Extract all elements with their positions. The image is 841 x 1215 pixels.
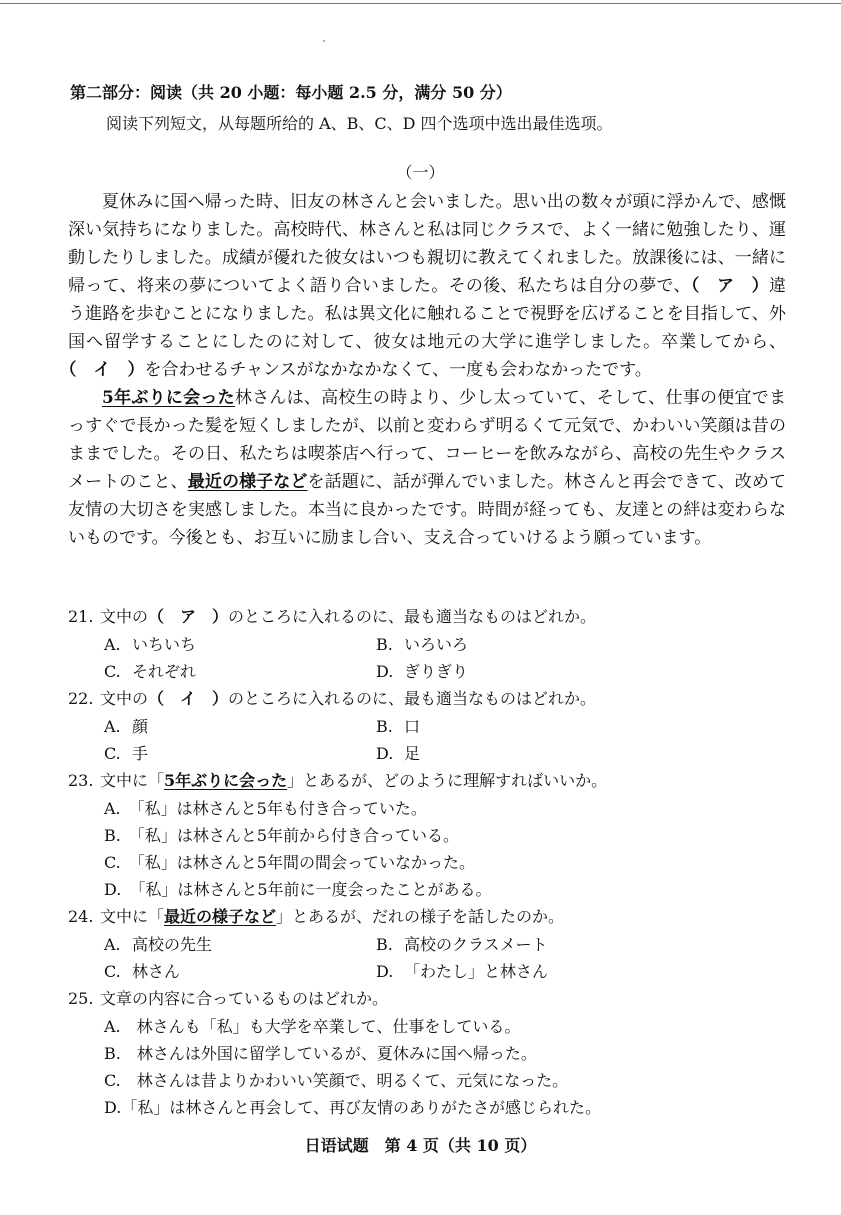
question-number: 24. xyxy=(68,907,94,926)
question-text: 文中に「 xyxy=(100,771,165,790)
question-21 xyxy=(68,603,788,631)
option-text: いろいろ xyxy=(404,635,469,654)
question-text: 文章の内容に合っているものはどれか。 xyxy=(100,989,389,1008)
passage-text: を話題に、話が弾んでいました。林さんと再会できて、改めて友情の大切さを実感しました。本当に良かったです。時間が経っても、友達との絆は変わらないものです。今後とも、お互いに励まし合い、支え合っていけるよう願っています。 xyxy=(68,472,787,548)
passage-text: 林さんは、高校生の時より、少し太っていて、そして、仕事の便宜でまっすぐで長かった髪を短くしましたが、以前と変わらず明るくて元気で、かわいい笑顔は昔のままでした。その日、私たちは喫茶店へ行って、コーヒーを飲みながら、高校の先生やクラスメートのこと、 xyxy=(68,388,786,492)
question-number: 22. xyxy=(68,689,94,708)
option-b[interactable] xyxy=(376,713,648,740)
option-label: B. xyxy=(376,717,393,736)
question-underlined-phrase: 5年ぶりに会った xyxy=(164,771,288,790)
passage-paragraph-1 xyxy=(68,188,786,384)
option-text: 足 xyxy=(404,744,421,763)
option-a[interactable] xyxy=(104,931,376,958)
option-label: C. xyxy=(104,744,121,763)
option-text: 手 xyxy=(132,744,149,763)
option-c[interactable] xyxy=(104,740,376,767)
blank-a: （ ア ） xyxy=(690,276,770,296)
options-row xyxy=(68,631,788,658)
reading-instructions: 阅读下列短文，从每题所给的 A、B、C、D 四个选项中选出最佳选项。 xyxy=(106,114,613,133)
option-text: 高校の先生 xyxy=(132,935,213,954)
passage-paragraph-2 xyxy=(68,384,786,552)
question-text: 文中に「 xyxy=(100,907,165,926)
option-d[interactable] xyxy=(376,658,648,685)
passage-number: （一） xyxy=(396,163,445,182)
reading-passage xyxy=(68,188,786,552)
option-d[interactable] xyxy=(376,958,648,985)
option-b[interactable] xyxy=(376,631,648,658)
scan-speck xyxy=(323,40,325,42)
top-border-line xyxy=(0,3,841,4)
underlined-phrase-5years: 5年ぶりに会った xyxy=(102,388,235,408)
option-c[interactable]: C. 「私」は林さんと5年間の間会っていなかった。 xyxy=(104,853,475,872)
option-c[interactable] xyxy=(104,958,376,985)
question-number: 23. xyxy=(68,771,94,790)
question-text: のところに入れるのに、最も適当なものはどれか。 xyxy=(228,689,597,708)
option-text: それぞれ xyxy=(132,662,197,681)
question-text: 」とあるが、だれの様子を話したのか。 xyxy=(276,907,565,926)
option-label: D. xyxy=(376,962,394,981)
options-row xyxy=(68,931,788,958)
option-text: 林さん xyxy=(132,962,181,981)
option-text: 高校のクラスメート xyxy=(404,935,548,954)
option-d[interactable] xyxy=(376,740,648,767)
option-text: 「わたし」と林さん xyxy=(404,962,549,981)
option-label: C. xyxy=(104,662,121,681)
option-text: 顔 xyxy=(132,717,149,736)
passage-text: 夏休みに国へ帰った時、旧友の林さんと会いました。思い出の数々が頭に浮かんで、感慨深い気持ちになりました。高校時代、林さんと私は同じクラスで、よく一緒に勉強したり、運動したりしました。成績が優れた彼女はいつも親切に教えてくれました。放課後には、一緒に帰って、将来の夢についてよく語り合いました。その後、私たちは自分の夢で、 xyxy=(68,192,786,296)
option-label: C. xyxy=(104,962,121,981)
question-list xyxy=(68,603,788,1121)
question-text: 文中の xyxy=(100,689,149,708)
question-text: 文中の xyxy=(100,607,149,626)
option-d[interactable]: D.「私」は林さんと再会して、再び友情のありがたさが感じられた。 xyxy=(104,1098,602,1117)
option-b[interactable]: B. 林さんは外国に留学しているが、夏休みに国へ帰った。 xyxy=(104,1044,537,1063)
option-text: ぎりぎり xyxy=(404,662,469,681)
option-label: D. xyxy=(376,662,394,681)
question-blank: （ イ ） xyxy=(148,689,229,708)
option-a[interactable]: A. 「私」は林さんと5年も付き合っていた。 xyxy=(104,799,427,818)
question-25 xyxy=(68,985,788,1013)
page-footer: 日语试题 第 4 页（共 10 页） xyxy=(304,1136,537,1155)
question-number: 21. xyxy=(68,607,94,626)
option-a[interactable]: A. 林さんも「私」も大学を卒業して、仕事をしている。 xyxy=(104,1017,521,1036)
option-c[interactable]: C. 林さんは昔よりかわいい笑顔で、明るくて、元気になった。 xyxy=(104,1071,569,1090)
options-row xyxy=(68,658,788,685)
options-row xyxy=(68,958,788,985)
option-label: A. xyxy=(104,935,121,954)
option-text: 口 xyxy=(404,717,421,736)
option-a[interactable] xyxy=(104,631,376,658)
blank-i: （ イ ） xyxy=(68,360,145,380)
option-d[interactable]: D. 「私」は林さんと5年前に一度会ったことがある。 xyxy=(104,880,492,899)
option-a[interactable] xyxy=(104,713,376,740)
option-c[interactable] xyxy=(104,658,376,685)
question-24 xyxy=(68,903,788,931)
option-label: A. xyxy=(104,635,121,654)
question-22 xyxy=(68,685,788,713)
options-row xyxy=(68,713,788,740)
passage-text: 違う進路を歩むことになりました。私は異文化に触れることで視野を広げることを目指して、外国へ留学することにしたのに対して、彼女は地元の大学に進学しました。卒業してから、 xyxy=(68,276,787,352)
option-b[interactable]: B. 「私」は林さんと5年前から付き合っている。 xyxy=(104,826,460,845)
question-text: 」とあるが、どのように理解すればいいか。 xyxy=(287,771,608,790)
option-label: B. xyxy=(376,635,393,654)
question-number: 25. xyxy=(68,989,94,1008)
option-label: A. xyxy=(104,717,121,736)
question-underlined-phrase: 最近の様子など xyxy=(164,907,277,926)
option-label: B. xyxy=(376,935,393,954)
option-text: いちいち xyxy=(132,635,197,654)
passage-text: を合わせるチャンスがなかなかなくて、一度も会わなかったです。 xyxy=(144,360,652,380)
question-text: のところに入れるのに、最も適当なものはどれか。 xyxy=(228,607,597,626)
question-blank: （ ア ） xyxy=(148,607,229,626)
question-23 xyxy=(68,767,788,795)
underlined-phrase-recent: 最近の様子など xyxy=(187,472,308,492)
option-b[interactable] xyxy=(376,931,648,958)
section-header: 第二部分：阅读（共 20 小题：每小题 2.5 分，满分 50 分） xyxy=(70,83,512,102)
options-row xyxy=(68,740,788,767)
option-label: D. xyxy=(376,744,394,763)
